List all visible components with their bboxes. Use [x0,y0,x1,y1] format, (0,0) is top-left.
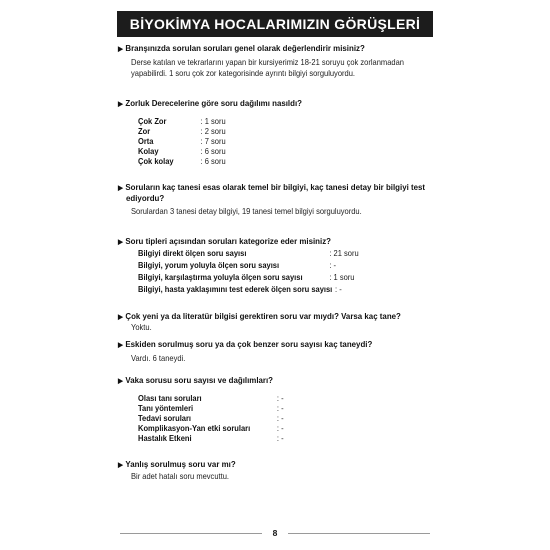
row-label: Bilgiyi direkt ölçen soru sayısı [138,249,247,258]
row-value: : 1 soru [200,117,226,126]
question-text: Soru tipleri açısından soruları kategorize eder misiniz? [125,236,331,246]
answer-wrong-question: Bir adet hatalı soru mevcuttu. [131,472,229,481]
arrow-icon: ▶ [118,462,123,469]
row-label: Çok kolay [138,157,174,166]
row-value: : - [276,394,284,403]
question-repeated-questions [118,339,411,351]
question-question-types [118,236,411,248]
footer-rule-right [288,533,430,534]
question-type-row [138,260,336,271]
row-label: Orta [138,137,154,146]
row-value: : 21 soru [329,249,359,258]
question-text: Yanlış sorulmuş soru var mı? [125,459,236,469]
row-label: Zor [138,127,151,136]
arrow-icon: ▶ [118,101,123,108]
row-value: : - [329,261,337,270]
row-label: Olası tanı soruları [138,394,202,403]
arrow-icon: ▶ [118,314,123,321]
question-text-line-1: Soruların kaç tanesi esas olarak temel bir bilgiyi, kaç tanesi detay bir bilgiyi test [125,182,426,192]
row-value: : - [276,414,284,423]
row-label: Hastalık Etkeni [138,434,192,443]
row-value: : - [276,404,284,413]
row-label: Çok Zor [138,117,167,126]
row-label: Bilgiyi, hasta yaklaşımını test ederek ölçen soru sayısı [138,285,333,294]
answer-general-assessment-line-2: yapabilirdi. 1 soru çok zor kategorisinde ayrıntı bilgiyi sorguluyordu. [131,69,356,78]
row-label: Bilgiyi, karşılaştırma yoluyla ölçen soru sayısı [138,273,303,282]
row-label: Tedavi soruları [138,414,192,423]
question-type-row [138,284,342,295]
answer-new-literature: Yoktu. [131,323,152,332]
row-value: : 6 soru [200,147,226,156]
question-text: Vaka sorusu soru sayısı ve dağılımları? [125,375,274,385]
page-title: BİYOKİMYA HOCALARIMIZIN GÖRÜŞLERİ [117,11,433,37]
question-text: Branşınızda sorulan soruları genel olarak değerlendirir misiniz? [125,43,365,53]
arrow-icon: ▶ [118,46,123,53]
answer-repeated-questions: Vardı. 6 taneydi. [131,354,186,363]
row-value: : - [276,424,284,433]
question-case-questions [118,375,411,387]
arrow-icon: ▶ [118,378,123,385]
question-general-assessment [118,43,411,55]
question-text: Eskiden sorulmuş soru ya da çok benzer soru sayısı kaç taneydi? [125,339,373,349]
row-value: : - [276,434,284,443]
row-value: : 6 soru [200,157,226,166]
page-number: 8 [272,528,278,538]
footer-rule-left [120,533,262,534]
row-label: Kolay [138,147,159,156]
question-wrong-question [118,459,411,471]
difficulty-row [138,156,226,167]
row-value: : 2 soru [200,127,226,136]
case-question-row [138,433,284,444]
question-text: Çok yeni ya da literatür bilgisi gerektiren soru var mıydı? Varsa kaç tane? [125,311,401,321]
arrow-icon: ▶ [118,342,123,349]
row-value: : 7 soru [200,137,226,146]
answer-general-assessment-line-1: Derse katılan ve tekrarlarını yapan bir kursiyerimiz 18-21 soruyu çok zorlanmadan [131,58,404,67]
answer-basic-vs-detail: Sorulardan 3 tanesi detay bilgiyi, 19 tanesi temel bilgiyi sorguluyordu. [131,207,362,216]
row-label: Komplikasyon-Yan etki soruları [138,424,251,433]
row-value: : - [335,285,342,294]
row-value: : 1 soru [329,273,355,282]
row-label: Tanı yöntemleri [138,404,194,413]
arrow-icon: ▶ [118,239,123,246]
row-label: Bilgiyi, yorum yoluyla ölçen soru sayısı [138,261,280,270]
arrow-icon: ▶ [118,185,123,192]
question-type-row [138,248,359,259]
question-text: Zorluk Derecelerine göre soru dağılımı nasıldı? [125,98,302,108]
question-basic-vs-detail-line-2: ediyordu? [126,193,165,203]
question-type-row [138,272,354,283]
question-difficulty-distribution [118,98,411,110]
